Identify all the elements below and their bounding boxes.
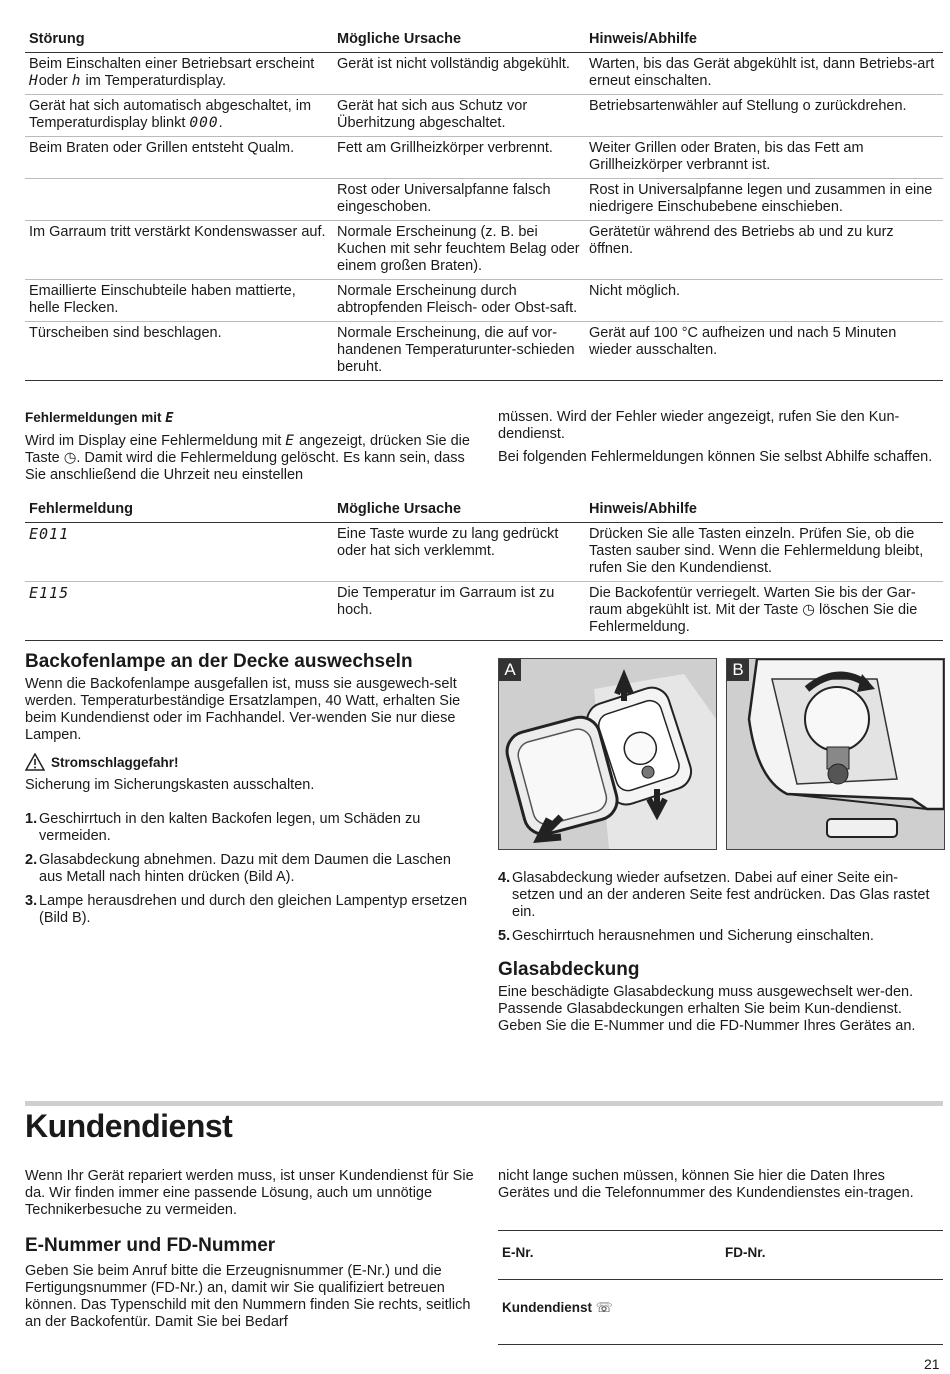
table-row bbox=[25, 322, 943, 381]
table-cell: Gerät ist nicht vollständig abgekühlt. bbox=[333, 53, 585, 95]
table-cell: Die Temperatur im Garraum ist zu hoch. bbox=[333, 582, 585, 641]
fault-table bbox=[25, 27, 943, 381]
service-phone-label: Kundendienst ☏ bbox=[502, 1300, 613, 1315]
table-row bbox=[25, 179, 943, 221]
table-cell: Rost oder Universalpfanne falsch eingeschoben. bbox=[333, 179, 585, 221]
table-cell: Warten, bis das Gerät abgekühlt ist, dann Betriebs-art erneut einschalten. bbox=[585, 53, 943, 95]
figure-label: A bbox=[499, 659, 521, 681]
table-cell: Normale Erscheinung durch abtropfenden Fleisch- oder Obst-saft. bbox=[333, 280, 585, 322]
table-cell: Türscheiben sind beschlagen. bbox=[25, 322, 333, 381]
table-cell: Gerät hat sich automatisch abgeschaltet, im Temperaturdisplay blinkt 000. bbox=[25, 95, 333, 137]
table-cell: Gerät hat sich aus Schutz vor Überhitzung abgeschaltet. bbox=[333, 95, 585, 137]
table-cell: Fett am Grillheizkörper verbrennt. bbox=[333, 137, 585, 179]
fdnr-label: FD-Nr. bbox=[725, 1245, 766, 1260]
error-table bbox=[25, 497, 943, 641]
step-item: 4. Glasabdeckung wieder aufsetzen. Dabei auf einer Seite ein-setzen und an der anderen Seite fest andrücken. Das Glas rastet ein. bbox=[498, 870, 930, 920]
warning-title: Stromschlaggefahr! bbox=[51, 754, 179, 770]
paragraph: Eine beschädigte Glasabdeckung muss ausgewechselt wer-den. Passende Glasabdeckungen erhalten Sie beim Kun-dendienst. Geben Sie die E-Nummer und die FD-Nummer Ihres Gerätes an. bbox=[498, 984, 916, 1034]
table-cell: Nicht möglich. bbox=[585, 280, 943, 322]
display-symbol: H bbox=[29, 73, 39, 89]
error-code: E011 bbox=[25, 523, 333, 582]
step-item: 1. Geschirrtuch in den kalten Backofen legen, um Schäden zu vermeiden. bbox=[25, 811, 421, 844]
display-symbol: 000 bbox=[189, 115, 219, 131]
table-cell bbox=[25, 179, 333, 221]
error-section-title: Fehlermeldungen mit E bbox=[25, 410, 175, 426]
table-cell: Normale Erscheinung, die auf vor-handenen Temperaturunter-schieden beruht. bbox=[333, 322, 585, 381]
table-row bbox=[25, 280, 943, 322]
table-cell: Im Garraum tritt verstärkt Kondenswasser auf. bbox=[25, 221, 333, 280]
col-header: Hinweis/Abhilfe bbox=[585, 27, 943, 53]
table-header-row bbox=[25, 497, 943, 523]
paragraph: nicht lange suchen müssen, können Sie hier die Daten Ihres Gerätes und die Telefonnummer des Kundendienstes ein-tragen. bbox=[498, 1168, 914, 1201]
col-header: Fehlermeldung bbox=[25, 497, 333, 523]
section-title: Glasabdeckung bbox=[498, 959, 640, 980]
table-cell: Eine Taste wurde zu lang gedrückt oder hat sich verklemmt. bbox=[333, 523, 585, 582]
paragraph: Wenn Ihr Gerät repariert werden muss, ist unser Kundendienst für Sie da. Wir finden immer eine passende Lösung, auch um unnötige Technikerbesuche zu vermeiden. bbox=[25, 1168, 474, 1218]
display-symbol: E bbox=[285, 433, 296, 449]
page-number: 21 bbox=[924, 1356, 940, 1372]
table-cell: Emaillierte Einschubteile haben mattierte, helle Flecken. bbox=[25, 280, 333, 322]
col-header: Mögliche Ursache bbox=[333, 497, 585, 523]
table-cell: Die Backofentür verriegelt. Warten Sie bis der Gar-raum abgekühlt ist. Mit der Taste ◷ löschen Sie die Fehlermeldung. bbox=[585, 582, 943, 641]
service-intro-left bbox=[25, 1168, 475, 1331]
table-cell: Betriebsartenwähler auf Stellung o zurückdrehen. bbox=[585, 95, 943, 137]
step-item: 5. Geschirrtuch herausnehmen und Sicherung einschalten. bbox=[498, 928, 874, 944]
paragraph: Bei folgenden Fehlermeldungen können Sie selbst Abhilfe schaffen. bbox=[498, 449, 933, 465]
paragraph: Geben Sie beim Anruf bitte die Erzeugnisnummer (E-Nr.) und die Fertigungsnummer (FD-Nr.) an, damit wir Sie qualifiziert betreuen können. Das Typenschild mit den Nummern finden Sie rechts, seitlich an der Backofentür. Damit Sie bei Bedarf bbox=[25, 1263, 471, 1330]
col-header: Hinweis/Abhilfe bbox=[585, 497, 943, 523]
table-cell: Gerät auf 100 °C aufheizen und nach 5 Minuten wieder ausschalten. bbox=[585, 322, 943, 381]
warning-box bbox=[25, 753, 475, 771]
section-divider bbox=[25, 1101, 943, 1106]
display-symbol: h bbox=[71, 73, 82, 89]
paragraph: Wenn die Backofenlampe ausgefallen ist, muss sie ausgewech-selt werden. Temperaturbeständige Ersatzlampen, 40 Watt, erhalten Sie beim Kundendienst oder im Fachhandel. Ver-wenden Sie nur diese Lampen. bbox=[25, 676, 461, 743]
table-row bbox=[25, 523, 943, 582]
error-intro-left bbox=[25, 409, 475, 484]
warning-text: Sicherung im Sicherungskasten ausschalten. bbox=[25, 777, 315, 793]
table-cell: Weiter Grillen oder Braten, bis das Fett am Grillheizkörper verbrannt ist. bbox=[585, 137, 943, 179]
col-header: Störung bbox=[25, 27, 333, 53]
service-intro-right bbox=[498, 1168, 940, 1202]
table-cell: Drücken Sie alle Tasten einzeln. Prüfen Sie, ob die Tasten sauber sind. Wenn die Fehlermeldung bleibt, rufen Sie den Kundendienst. bbox=[585, 523, 943, 582]
table-row bbox=[25, 221, 943, 280]
glass-cover-removal-illustration bbox=[499, 659, 716, 849]
figure-a bbox=[498, 658, 717, 850]
warning-icon bbox=[25, 753, 45, 771]
step-item: 2. Glasabdeckung abnehmen. Dazu mit dem Daumen die Laschen aus Metall nach hinten drücken (Bild A). bbox=[25, 852, 451, 885]
table-cell: Beim Einschalten einer Betriebsart erscheint Hoder h im Temperaturdisplay. bbox=[25, 53, 333, 95]
figure-label: B bbox=[727, 659, 749, 681]
form-rule bbox=[498, 1279, 943, 1280]
table-row bbox=[25, 53, 943, 95]
figure-b bbox=[726, 658, 945, 850]
lamp-steps-right bbox=[498, 870, 940, 1035]
table-row bbox=[25, 582, 943, 641]
section-title: Backofenlampe an der Decke auswechseln bbox=[25, 651, 413, 672]
table-header-row bbox=[25, 27, 943, 53]
table-cell: Normale Erscheinung (z. B. bei Kuchen mit sehr feuchtem Belag oder einem großen Braten). bbox=[333, 221, 585, 280]
form-rule bbox=[498, 1230, 943, 1231]
clock-icon: ◷ bbox=[63, 450, 77, 466]
table-row bbox=[25, 137, 943, 179]
error-code: E115 bbox=[25, 582, 333, 641]
step-item: 3. Lampe herausdrehen und durch den gleichen Lampentyp ersetzen (Bild B). bbox=[25, 893, 468, 926]
col-header: Mögliche Ursache bbox=[333, 27, 585, 53]
lamp-section bbox=[25, 653, 475, 927]
steps-list bbox=[25, 811, 475, 927]
table-cell: Rost in Universalpfanne legen und zusammen in eine niedrigere Einschubebene einschieben. bbox=[585, 179, 943, 221]
paragraph: müssen. Wird der Fehler wieder angezeigt, rufen Sie den Kun-dendienst. bbox=[498, 409, 900, 442]
table-row bbox=[25, 95, 943, 137]
form-rule bbox=[498, 1344, 943, 1345]
lamp-unscrewing-illustration bbox=[727, 659, 944, 849]
page-title: Kundendienst bbox=[25, 1108, 233, 1144]
table-cell: Gerätetür während des Betriebs ab und zu kurz öffnen. bbox=[585, 221, 943, 280]
display-symbol: E bbox=[165, 410, 175, 426]
table-cell: Beim Braten oder Grillen entsteht Qualm. bbox=[25, 137, 333, 179]
phone-icon: ☏ bbox=[595, 1300, 613, 1315]
section-title: E-Nummer und FD-Nummer bbox=[25, 1235, 276, 1256]
enr-label: E-Nr. bbox=[502, 1245, 534, 1260]
error-intro-text: Wird im Display eine Fehlermeldung mit E angezeigt, drücken Sie die Taste ◷. Damit wird die Fehlermeldung gelöscht. Es kann sein, dass Sie anschließend die Uhrzeit neu einstellen bbox=[25, 433, 470, 483]
error-intro-right bbox=[498, 409, 940, 466]
